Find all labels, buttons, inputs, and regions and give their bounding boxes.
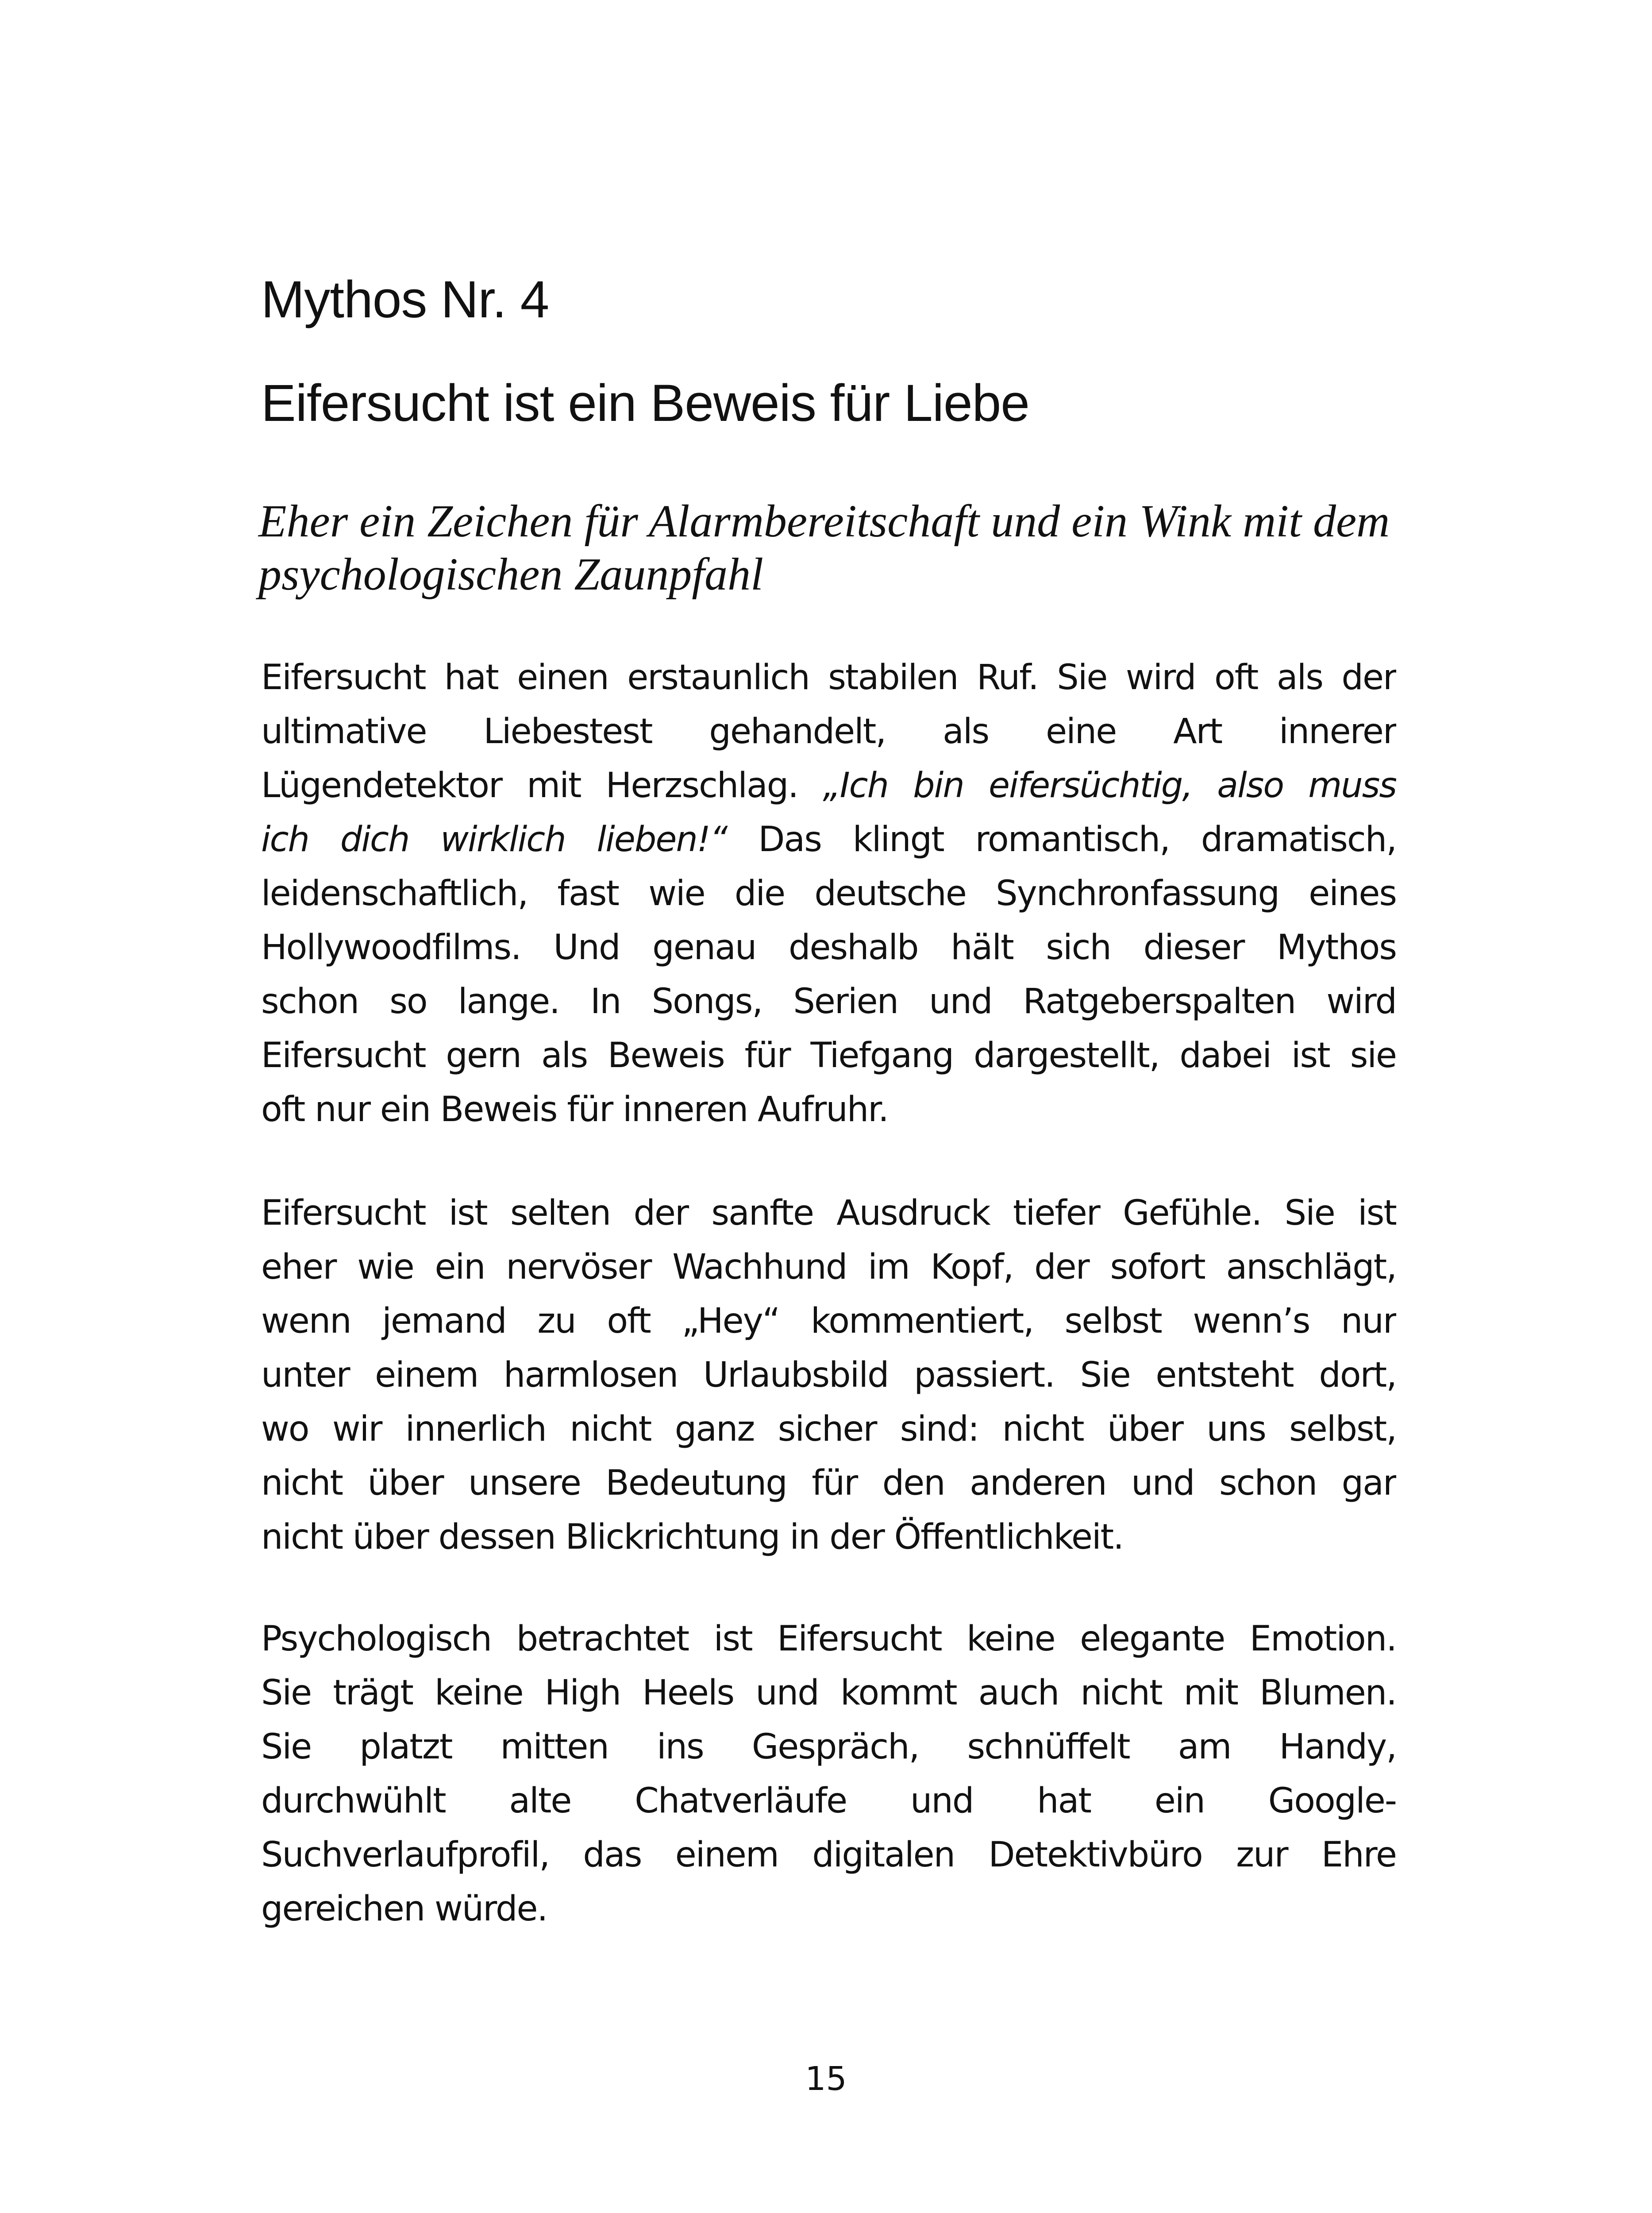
text-line: ultimative Liebestest gehandelt, als eine Art innerer bbox=[261, 712, 1396, 752]
text-line: schon so lange. In Songs, Serien und Ratgeberspalten wird bbox=[261, 982, 1396, 1022]
text-line: Suchverlaufprofil, das einem digitalen Detektivbüro zur Ehre bbox=[261, 1835, 1396, 1875]
text-line: Eifersucht hat einen erstaunlich stabilen Ruf. Sie wird oft als der bbox=[261, 658, 1396, 698]
body-paragraph-2 bbox=[261, 1186, 1396, 1564]
page-number: 15 bbox=[805, 2060, 847, 2098]
text-line bbox=[261, 813, 1396, 867]
quote-italic: ich dich wirklich lieben!“ bbox=[261, 820, 727, 860]
text-line: Sie trägt keine High Heels und kommt auch nicht mit Blumen. bbox=[261, 1673, 1396, 1713]
text-line: nicht über unsere Bedeutung für den anderen und schon gar bbox=[261, 1463, 1396, 1503]
subtitle-line: Eher ein Zeichen für Alarmbereitschaft und ein Wink mit dem bbox=[258, 496, 1390, 547]
text-line: durchwühlt alte Chatverläufe und hat ein Google- bbox=[261, 1781, 1396, 1821]
text-line: Eifersucht ist selten der sanfte Ausdruck tiefer Gefühle. Sie ist bbox=[261, 1193, 1396, 1233]
chapter-subtitle bbox=[258, 495, 1400, 601]
text-line: gereichen würde. bbox=[261, 1889, 547, 1929]
chapter-title: Eifersucht ist ein Beweis für Liebe bbox=[261, 374, 1029, 432]
body-paragraph-1 bbox=[261, 651, 1396, 1137]
chapter-label: Mythos Nr. 4 bbox=[261, 270, 549, 329]
text-line: Eifersucht gern als Beweis für Tiefgang dargestellt, dabei ist sie bbox=[261, 1036, 1396, 1076]
subtitle-line: psychologischen Zaunpfahl bbox=[258, 549, 764, 600]
text-segment: Lügendetektor mit Herzschlag. bbox=[261, 766, 823, 806]
text-line: wenn jemand zu oft „Hey“ kommentiert, selbst wenn’s nur bbox=[261, 1301, 1396, 1341]
text-line: Psychologisch betrachtet ist Eifersucht keine elegante Emotion. bbox=[261, 1619, 1396, 1659]
text-line: Sie platzt mitten ins Gespräch, schnüffelt am Handy, bbox=[261, 1727, 1396, 1767]
text-line: unter einem harmlosen Urlaubsbild passiert. Sie entsteht dort, bbox=[261, 1355, 1396, 1395]
body-paragraph-3 bbox=[261, 1612, 1396, 1936]
text-line: leidenschaftlich, fast wie die deutsche Synchronfassung eines bbox=[261, 874, 1396, 914]
text-line: nicht über dessen Blickrichtung in der Öffentlichkeit. bbox=[261, 1517, 1123, 1557]
text-line: Hollywoodfilms. Und genau deshalb hält sich dieser Mythos bbox=[261, 928, 1396, 968]
text-line: wo wir innerlich nicht ganz sicher sind: nicht über uns selbst, bbox=[261, 1409, 1396, 1449]
text-line bbox=[261, 759, 1396, 813]
text-line: eher wie ein nervöser Wachhund im Kopf, der sofort anschlägt, bbox=[261, 1247, 1396, 1287]
text-line: oft nur ein Beweis für inneren Aufruhr. bbox=[261, 1090, 888, 1130]
text-segment: Das klingt romantisch, dramatisch, bbox=[727, 820, 1396, 860]
quote-italic: „Ich bin eifersüchtig, also muss bbox=[823, 766, 1396, 806]
